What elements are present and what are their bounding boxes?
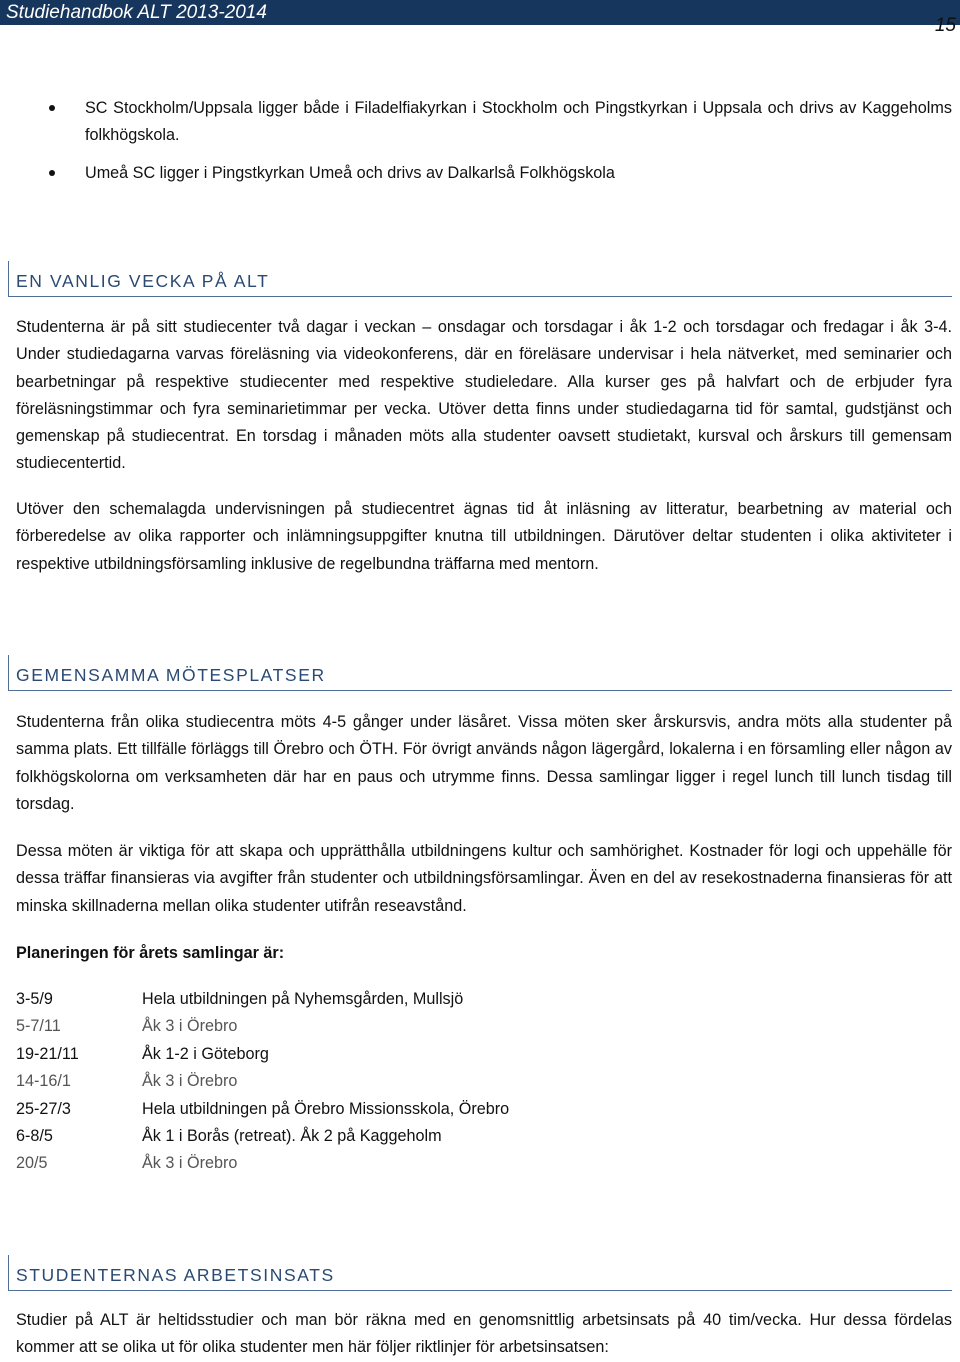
document-title: Studiehandbok ALT 2013-2014 (6, 2, 267, 23)
schedule-date: 25-27/3 (16, 1099, 71, 1118)
list-item (38, 160, 952, 187)
schedule-row (16, 1013, 816, 1040)
section-heading-text: STUDENTERNAS ARBETSINSATS (16, 1265, 335, 1285)
schedule-date: 14-16/1 (16, 1072, 71, 1091)
schedule-date: 6-8/5 (16, 1126, 53, 1145)
bullet-icon (49, 105, 55, 111)
section-heading-motesplatser (8, 655, 952, 691)
schedule-row (16, 1041, 816, 1068)
list-item-text: SC Stockholm/Uppsala ligger både i Filadelfiakyrkan i Stockholm och Pingstkyrkan i Uppsala och drivs av Kaggeholms folkhögskola. (85, 99, 952, 145)
schedule-date: 5-7/11 (16, 1017, 61, 1036)
bullet-icon (49, 170, 55, 176)
schedule-row (16, 1123, 816, 1150)
schedule-description: Åk 3 i Örebro (142, 1017, 238, 1036)
paragraph: Studenterna är på sitt studiecenter två dagar i veckan – onsdagar och torsdagar i åk 1-2 och torsdagar och fredagar i åk 3-4. Under studiedagarna varvas föreläsning via videokonferens, där en föreläsare undervisar i hela nätverket, med seminarier och bearbetningar på respektive studiecenter med respektive studieledare. Alla kurser ges på halvfart och de erbjuder fyra föreläsningstimmar och fyra seminarietimmar per vecka. Utöver detta finns under studiedagarna tid för samtal, gudstjänst och gemenskap på studiecentrat. En torsdag i månaden möts alla studenter oavsett studietakt, kursval och årskurs till gemensam studiecentertid. (16, 318, 952, 473)
schedule-date: 3-5/9 (16, 990, 53, 1008)
header-bar (0, 0, 960, 25)
paragraph: Dessa möten är viktiga för att skapa och upprätthålla utbildningens kultur och samhörighet. Kostnader för logi och uppehälle för dessa träffar finansieras via avgifter från studenter och utbildningsförsamlingar. Även en del av resekostnaderna finansieras för att minska skillnaderna mellan olika studenter utifrån reseavstånd. (16, 842, 952, 915)
bullet-list (38, 95, 952, 197)
schedule-description: Åk 1 i Borås (retreat). Åk 2 på Kaggeholm (142, 1126, 442, 1145)
schedule-description: Hela utbildningen på Nyhemsgården, Mullsjö (142, 990, 464, 1008)
section-heading-text: GEMENSAMMA MÖTESPLATSER (16, 665, 326, 685)
schedule-row (16, 1096, 816, 1123)
schedule-description: Hela utbildningen på Örebro Missionsskola, Örebro (142, 1099, 510, 1118)
paragraph: Studenterna från olika studiecentra möts 4-5 gånger under läsåret. Vissa möten sker årskursvis, andra möts alla studenter på samma plats. Ett tillfälle förläggs till Örebro och ÖTH. För övrigt används någon lägergård, lokalerna i en församling eller någon av folkhögskolorna om verksamheten där har en paus och utrymme finns. Dessa samlingar ligger i regel lunch till lunch tisdag till torsdag. (16, 713, 952, 813)
list-item-text: Umeå SC ligger i Pingstkyrkan Umeå och drivs av Dalkarlså Folkhögskola (85, 163, 615, 182)
schedule-description: Åk 1-2 i Göteborg (142, 1044, 269, 1063)
schedule-description: Åk 3 i Örebro (142, 1154, 238, 1173)
paragraph: Utöver den schemalagda undervisningen på studiecentret ägnas tid åt inläsning av litteratur, bearbetning av material och förberedelse av olika rapporter och inlämningsuppgifter knutna till utbildningen. Därutöver deltar studenten i olika aktiviteter i respektive utbildningsförsamling inklusive de regelbundna träffarna med mentorn. (16, 500, 952, 573)
list-item (38, 95, 952, 150)
schedule-date: 19-21/11 (16, 1044, 79, 1063)
schedule-description: Åk 3 i Örebro (142, 1072, 238, 1091)
paragraph: Studier på ALT är heltidsstudier och man bör räkna med en genomsnittlig arbetsinsats på 40 tim/vecka. Hur dessa fördelas kommer att se olika ut för olika studenter men här följer riktlinjer för arbetsinsatsen: (16, 1311, 952, 1357)
section-heading-vanlig-vecka (8, 261, 952, 297)
schedule-date: 20/5 (16, 1154, 48, 1173)
page-number: 15 (934, 15, 956, 36)
section-heading-text: EN VANLIG VECKA PÅ ALT (16, 271, 270, 291)
schedule-row (16, 1068, 816, 1095)
schedule-table (16, 986, 816, 1178)
section-heading-arbetsinsats (8, 1255, 952, 1291)
schedule-row (16, 986, 816, 1013)
schedule-row (16, 1150, 816, 1177)
schedule-title: Planeringen för årets samlingar är: (16, 944, 285, 962)
